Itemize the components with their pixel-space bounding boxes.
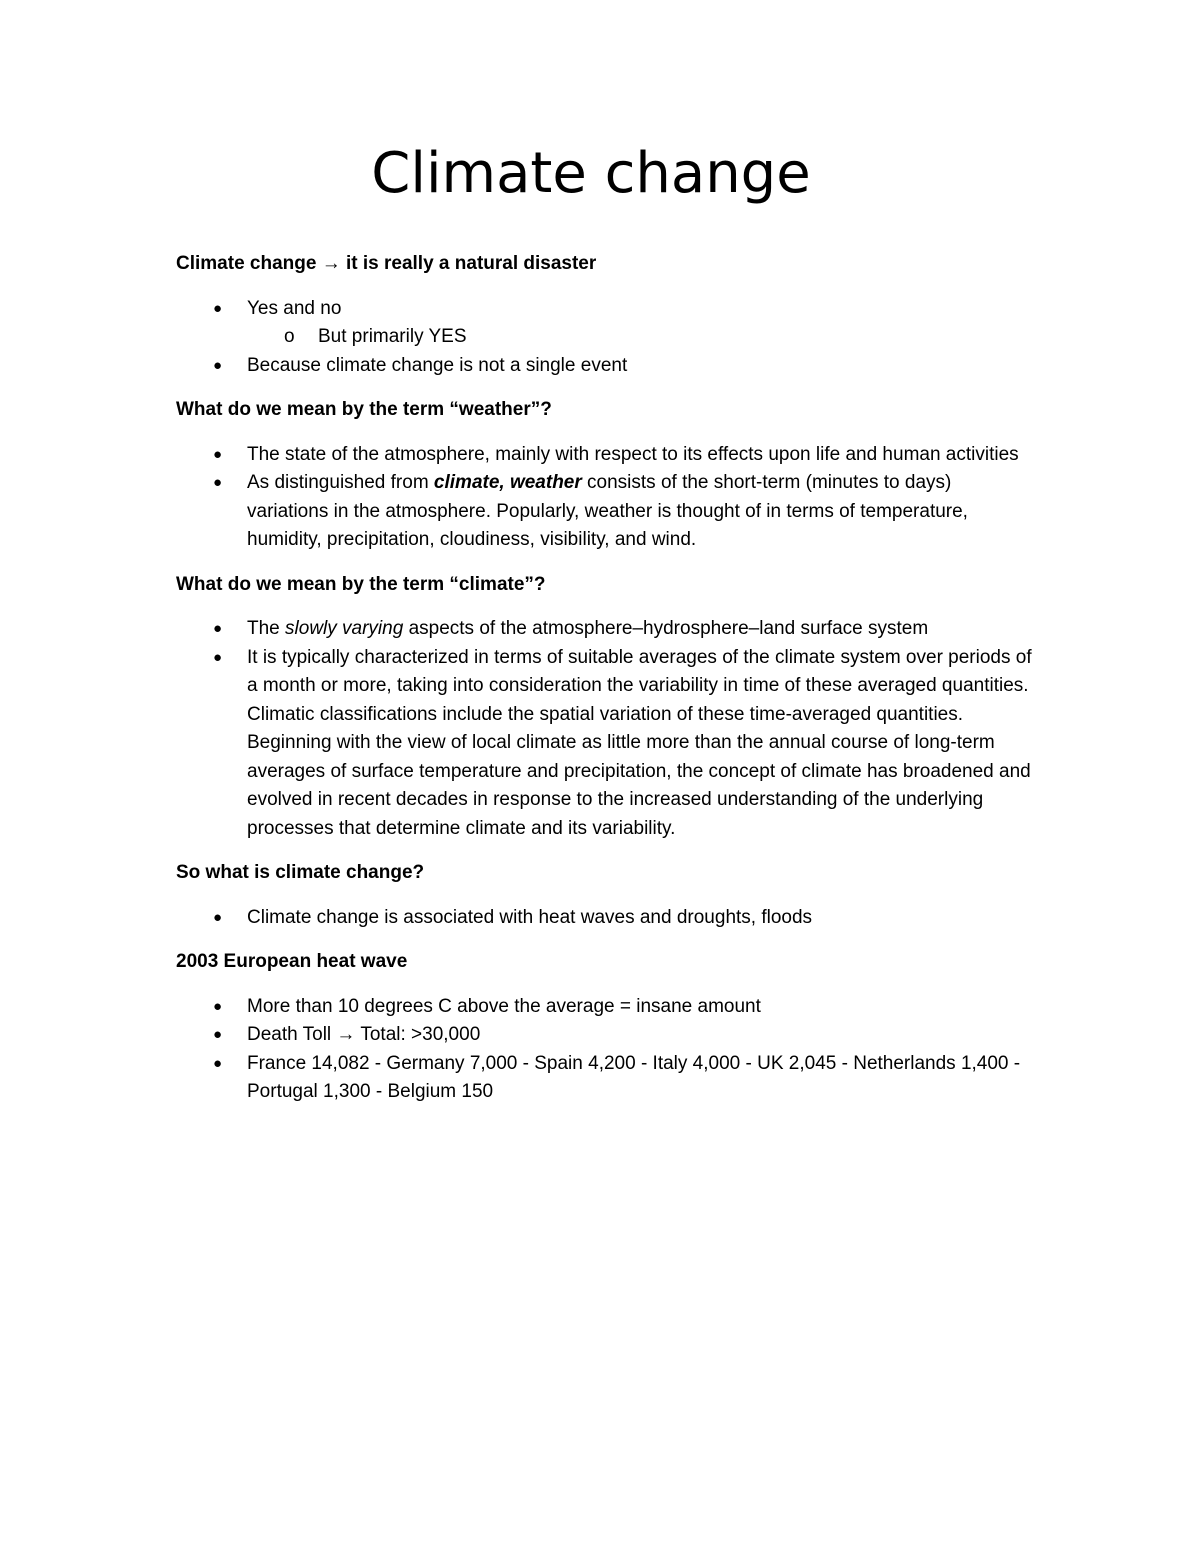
bullet-icon: ● — [213, 356, 223, 374]
list-item-text: France 14,082 - Germany 7,000 - Spain 4,200 - Italy 4,000 - UK 2,045 - Netherlands 1,400 - Portugal 1,300 - Belgium 150 — [247, 1052, 1021, 1102]
list-item — [176, 469, 1036, 555]
bullet-list-weather — [176, 441, 1036, 555]
list-item-text-post: aspects of the atmosphere–hydrosphere–land surface system — [403, 618, 929, 639]
section-heading-natural-disaster: Climate change → it is really a natural disaster — [176, 253, 597, 274]
bullet-icon: ● — [213, 1054, 223, 1072]
list-item — [176, 295, 1036, 352]
emphasized-text: slowly varying — [285, 618, 404, 639]
sub-list-item-text: But primarily YES — [318, 326, 467, 347]
bullet-list-climate-change — [176, 904, 1036, 933]
section-heading-climate: What do we mean by the term “climate”? — [176, 573, 546, 595]
list-item-text: Death Toll → Total: >30,000 — [247, 1024, 481, 1045]
list-item-text-pre: The — [247, 618, 286, 639]
list-item-text: Climate change is associated with heat waves and droughts, floods — [247, 906, 813, 928]
list-item-text: Yes and no — [247, 297, 342, 319]
emphasized-text: climate, weather — [433, 472, 582, 493]
sub-list-item — [247, 323, 1036, 352]
section-heading-weather: What do we mean by the term “weather”? — [176, 399, 552, 420]
section-heading-climate-change: So what is climate change? — [176, 862, 425, 883]
list-item — [176, 1021, 1036, 1050]
list-item — [176, 644, 1036, 844]
bullet-icon: ● — [213, 908, 223, 926]
bullet-icon: ● — [213, 620, 223, 637]
sub-bullet-icon: o — [284, 326, 295, 347]
bullet-icon: ● — [213, 1026, 223, 1043]
list-item — [176, 993, 1036, 1022]
list-item-text-post: consists of the short-term (minutes to days) variations in the atmosphere. Popularly, weather is thought of in terms of temperature, humidity, precipitation, cloudiness, visibility, and wind. — [247, 472, 968, 550]
bullet-icon: ● — [213, 648, 223, 666]
list-item-text: It is typically characterized in terms of suitable averages of the climate system over periods of a month or more, taking into consideration the variability in time of these averaged quantities. Climatic classifications include the spatial variation of these time-averaged quantities. Beginning with the view of local climate as little more than the annual course of long-term averages of surface temperature and precipitation, the concept of climate has broadened and evolved in recent decades in response to the increased understanding of the underlying processes that determine climate and its variability. — [247, 646, 1032, 839]
list-item — [176, 1050, 1036, 1107]
bullet-icon: ● — [213, 299, 223, 317]
bullet-list-heat-wave — [176, 993, 1036, 1107]
document-body — [176, 250, 1036, 1123]
list-item-text: The state of the atmosphere, mainly with respect to its effects upon life and human activities — [247, 443, 1019, 465]
sub-bullet-list — [247, 323, 1036, 352]
list-item — [176, 441, 1036, 470]
bullet-icon: ● — [213, 474, 223, 491]
document-title: Climate change — [371, 141, 811, 206]
list-item-text: Because climate change is not a single event — [247, 354, 628, 376]
section-heading-heat-wave: 2003 European heat wave — [176, 951, 408, 972]
list-item — [176, 352, 1036, 381]
list-item — [176, 904, 1036, 933]
bullet-list-natural-disaster — [176, 295, 1036, 381]
bullet-list-climate — [176, 615, 1036, 843]
list-item — [176, 615, 1036, 644]
bullet-icon: ● — [213, 445, 223, 463]
bullet-icon: ● — [213, 997, 223, 1015]
list-item-text: More than 10 degrees C above the average = insane amount — [247, 995, 761, 1017]
list-item-text-pre: As distinguished from — [247, 472, 434, 493]
